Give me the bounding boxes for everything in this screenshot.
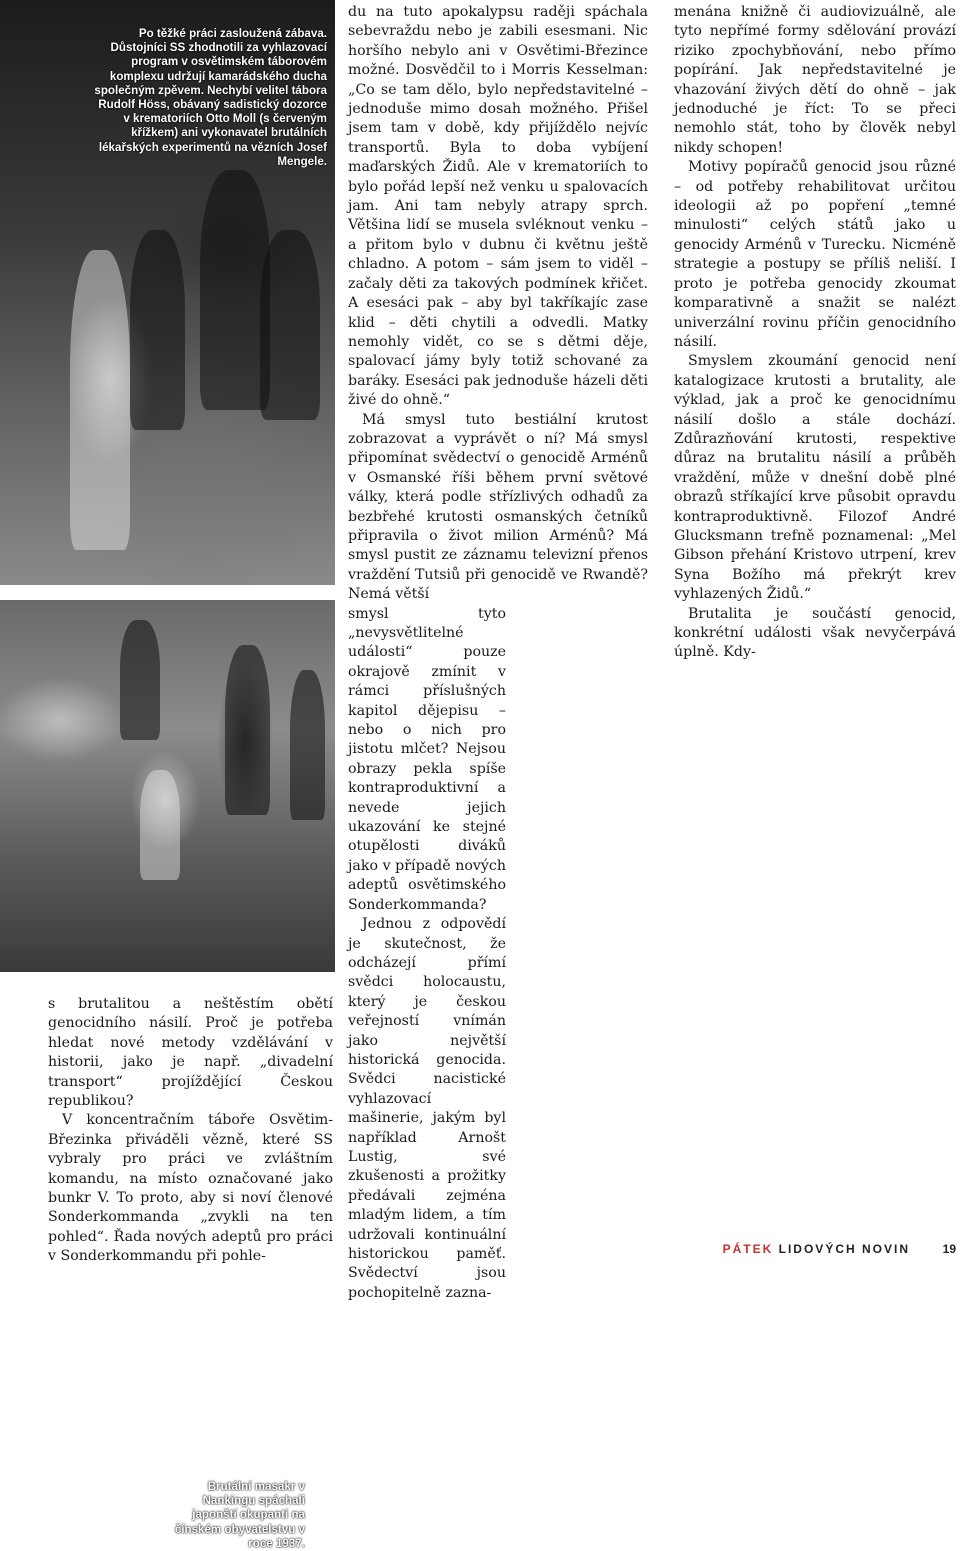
paragraph: s brutalitou a neštěstím obětí genocidního násilí. Proč je potřeba hledat nové metody vzdělávání v historii, jako je např. „divadelní transport“ projíždějící Českou republikou?: [48, 996, 333, 1110]
publication-name-accent: PÁTEK: [722, 1242, 774, 1256]
paragraph: Brutalita je součástí genocid, konkrétní události však nevyčerpává úplně. Kdy-: [674, 605, 956, 661]
figure-officer: [130, 230, 185, 430]
photo-ss-officers: [0, 0, 335, 585]
figure-victim: [140, 770, 180, 880]
figure-officer: [260, 230, 320, 420]
photo-caption-top: Po těžké práci zasloužená zábava. Důstojníci SS zhodnotili za vyhlazovací program v osvětimském táborovém komplexu udržují kamarádského ducha společným zpěvem. Nechybí velitel tábora Rudolf Höss, obávaný sadistický dozorce v krematoriích Otto Moll (s červeným křížkem) ani vykonavatel brutálních lékařských experimentů na vězních Josef Mengele.: [94, 27, 327, 168]
page-number: 19: [942, 1242, 956, 1256]
paragraph: Motivy popíračů genocid jsou různé – od potřeby rehabilitovat určitou ideologii až po popření „temné minulosti“ celých států jako u genocidy Arménů v Turecku. Nicméně strategie a postupy se příliš neliší. I proto je potřeba genocidy zkoumat komparativně a snažit se nalézt univerzální rovinu příčin genocidního násilí.: [674, 159, 956, 350]
figure-soldier: [290, 670, 325, 820]
article-column-middle: [348, 3, 648, 1303]
paragraph: Jednou z odpovědí je skutečnost, že odcházejí přímí svědci holocaustu, který je českou veřejností vnímán jako největší historická genocida. Svědci nacistické vyhlazovací mašinerie, jakým byl například Arnošt Lustig, své zkušenosti a prožitky předávali zejména mladým lidem, a tím udržovali kontinuální historickou paměť. Svědectví jsou pochopitelně zazna-: [348, 916, 506, 1301]
publication-name: [723, 1242, 910, 1256]
paragraph: Má smysl tuto bestiální krutost zobrazovat a vyprávět o ní? Má smysl připomínat svědectví o genocidě Arménů v Osmanské říši během první světové války, která podle střízlivých odhadů za bezbřehé krutosti osmanských četníků připravila o život milion Arménů? Má smysl pustit ze záznamu televizní přenos vraždění Tutsiů při genocidě ve Rwandě? Nemá větší: [348, 411, 648, 603]
publication-name-rest: LIDOVÝCH NOVIN: [773, 1242, 910, 1256]
figure-soldier: [225, 645, 270, 815]
paragraph: smysl tyto „nevysvětlitelné události“ pouze okrajově zmínit v rámci příslušných kapitol dějepisu – nebo o nich pro jistotu mlčet? Nejsou obrazy pekla spíše kontraproduktivní a nevede jejich ukazování ke stejné otupělosti diváků jako v případě nových adeptů osvětimského Sonderkommanda?: [348, 605, 506, 913]
paragraph: V koncentračním táboře Osvětim-Březinka přiváděli vězně, které SS vybraly pro práci ve zvláštním komandu, na místo označované jako bunkr V. To proto, aby si noví členové Sonderkommanda „zvykli na ten pohled“. Řada nových adeptů pro práci v Sonderkommandu při pohle-: [48, 1112, 333, 1265]
paragraph: Smyslem zkoumání genocid není katalogizace krutosti a brutality, ale výklad, jak a proč ke genocidnímu násilí došlo a stále dochází. Zdůrazňování krutosti, respektive důraz na brutalitu násilí a průběh vraždění, může v dnešní době plné obrazů stříkající krve působit opravdu kontraproduktivně. Filozof André Glucksmann trefně poznamenal: „Mel Gibson přehání Kristovo utrpení, krev Syna Božího má překrýt krev vyhlazených Židů.“: [674, 353, 956, 603]
article-column-left: [48, 995, 333, 1267]
figure-soldier: [120, 620, 160, 740]
paragraph: du na tuto apokalypsu raději spáchala sebevraždu nebo je zabili esesmani. Nic horšího nebylo ani v Osvětimi-Březince možné. Dosvědčil to i Morris Kesselman: „Co se tam dělo, bylo nepředstavitelné – jednoduše mimo dosah možného. Přišel jsem tam v době, kdy přijíždělo nejvíc transportů. Byla to doba vybíjení maďarských Židů. Ale v krematoriích to bylo pořád lepší než venku u spalovacích jam. Ani tam nebyly atrapy sprch. Většina lidí se musela svléknout venku – a přitom bylo v dubnu či květnu ještě chladno. A potom – sám jsem to viděl – začaly děti za takových podmínek křičet. A esesáci pak – aby byl takříkajíc zase klid – děti chytili a odvedli. Matky nemohly vidět, co se s dětmi děje, spalovací jámy byly totiž schované za baráky. Esesáci pak jednoduše házeli děti živé do ohně.“: [348, 4, 648, 409]
paragraph: menána knižně či audiovizuálně, ale tyto nepřímé formy sdělování provází riziko zpochybňování, nebo přímo popírání. Jak nepředstavitelné je vhazování živých dětí do ohně – jak jednoduché je říct: To se přeci nemohlo stát, toho by člověk nebyl nikdy schopen!: [674, 4, 956, 156]
page-footer: [0, 1240, 960, 1260]
figure-accordion-player: [70, 250, 130, 550]
article-column-right: [674, 3, 956, 663]
photo-caption-bottom: Brutální masakr v Nankingu spáchali japonští okupanti na čínském obyvatelstvu v roce 1937.: [174, 1480, 305, 1550]
